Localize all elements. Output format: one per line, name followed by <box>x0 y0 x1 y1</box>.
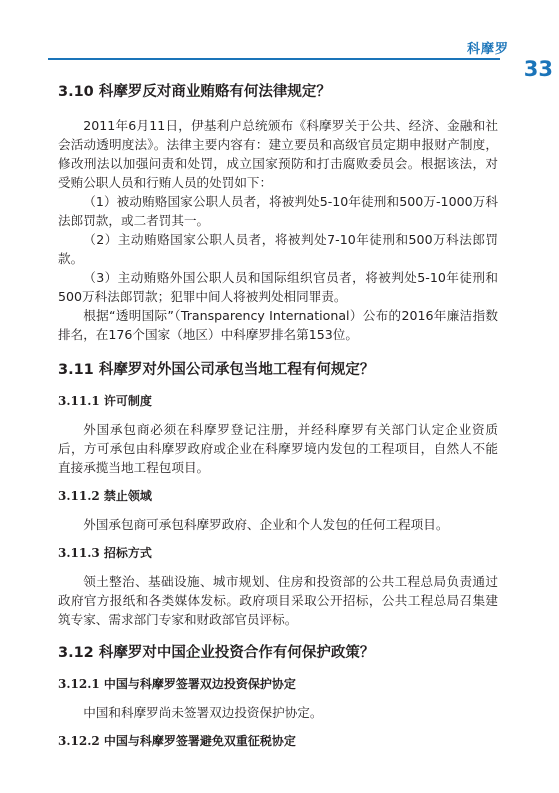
paragraph: （2）主动贿赂国家公职人员者，将被判处7-10年徒刑和500万科法郎罚款。 <box>58 232 498 266</box>
page-number: 33 <box>523 57 553 81</box>
page-body <box>58 82 498 750</box>
paragraph: 外国承包商可承包科摩罗政府、企业和个人发包的任何工程项目。 <box>83 517 449 532</box>
subsection-title-3-11-1: 3.11.1 许可制度 <box>58 394 152 408</box>
subsection-title-3-12-1: 3.12.1 中国与科摩罗签署双边投资保护协定 <box>58 677 296 691</box>
section-title-3-11: 3.11 科摩罗对外国公司承包当地工程有何规定？ <box>58 362 375 378</box>
section-title-3-12: 3.12 科摩罗对中国企业投资合作有何保护政策？ <box>58 645 375 661</box>
paragraph: （1）被动贿赂国家公职人员者，将被判处5-10年徒刑和500万-1000万科法郎罚款，或二者罚其一。 <box>58 194 498 228</box>
paragraph: 领土整治、基础设施、城市规划、住房和投资部的公共工程总局负责通过政府官方报纸和各类媒体发标。政府项目采取公开招标，公共工程总局召集建筑专家、需求部门专家和财政部官员评标。 <box>58 574 498 627</box>
subsection-title-3-11-2: 3.11.2 禁止领域 <box>58 489 152 503</box>
paragraph: 根据“透明国际”（Transparency International）公布的2016年廉洁指数排名，在176个国家（地区）中科摩罗排名第153位。 <box>58 308 498 342</box>
subsection-title-3-12-2: 3.12.2 中国与科摩罗签署避免双重征税协定 <box>58 734 296 748</box>
paragraph: 外国承包商必须在科摩罗登记注册，并经科摩罗有关部门认定企业资质后，方可承包由科摩罗政府或企业在科摩罗境内发包的工程项目，自然人不能直接承揽当地工程包项目。 <box>58 422 498 475</box>
paragraph: 中国和科摩罗尚未签署双边投资保护协定。 <box>83 705 323 720</box>
subsection-title-3-11-3: 3.11.3 招标方式 <box>58 546 152 560</box>
header-country-name: 科摩罗 <box>466 42 509 57</box>
section-title-3-10: 3.10 科摩罗反对商业贿赂有何法律规定？ <box>58 84 331 100</box>
header-rule <box>48 58 500 60</box>
paragraph: （3）主动贿赂外国公职人员和国际组织官员者，将被判处5-10年徒刑和500万科法郎罚款；犯罪中间人将被判处相同罪责。 <box>58 270 498 304</box>
paragraph: 2011年6月11日，伊基利户总统颁布《科摩罗关于公共、经济、金融和社会活动透明度法》。法律主要内容有：建立要员和高级官员定期申报财产制度，修改刑法以加强问责和处罚，成立国家预防和打击腐败委员会。根据该法，对受贿公职人员和行贿人员的处罚如下： <box>58 118 498 190</box>
